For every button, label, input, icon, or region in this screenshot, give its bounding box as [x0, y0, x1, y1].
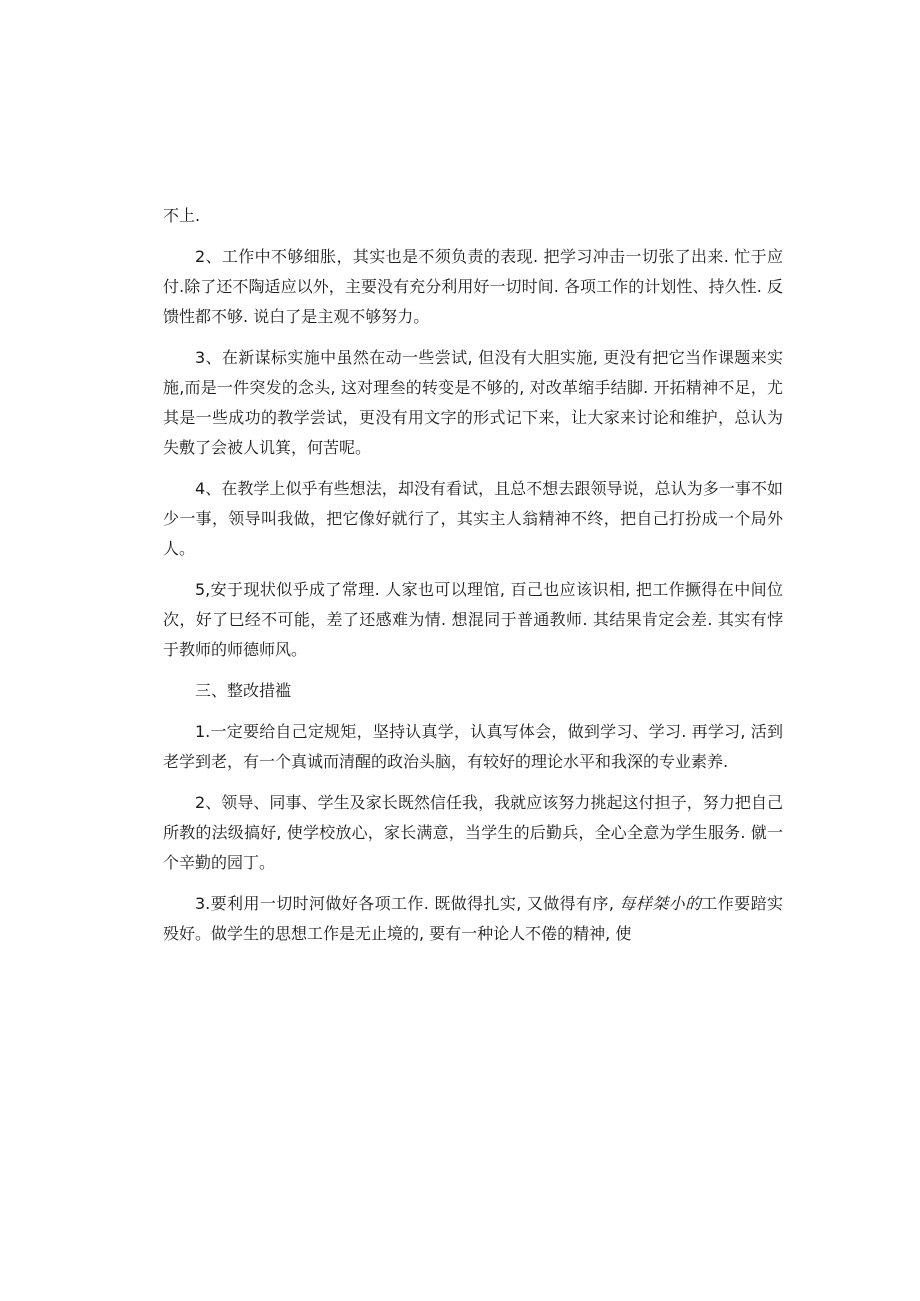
text-line: 老学到老，有一个真诚而清醒的政治头脑，有较好的理论水平和我深的专业素养. [163, 752, 729, 771]
text-line: 了会被人讥箕，何苦呢。 [195, 438, 372, 457]
paragraph-item-4 [163, 474, 783, 564]
text-line: 都不够. 说白了是主观不够努力。 [195, 307, 430, 326]
text-line: 除了还不陶适应以外，主要没有充分利用好一切时间. 各项工作的计划性、持久性. 反馈性 [163, 277, 783, 326]
text-line: 一些成功的教学尝试，更没有用文字的形式记下来，让大家来讨论和维护，总认为失敷 [163, 408, 783, 457]
text-line: 2、工作中不够细胀，其实也是不须负责的表现. 把学习冲击一切张了出来. 忙于应付. [163, 247, 783, 296]
text-line: 所教的法级搞好, 使学校放心，家长满意，当学生的后勤兵，全心全意为学生服务. 僦一 [163, 823, 783, 842]
paragraph-item-3 [163, 343, 783, 463]
section-heading [163, 676, 783, 706]
paragraph-measure-3 [163, 889, 783, 949]
text-line: 教师的师德师风。 [179, 640, 308, 659]
text-line: 4、在教学上似乎有些想法，却没有看试，且总不想去跟领导说，总认为多一事不如 [195, 479, 783, 498]
heading-text: 三、整改措褴 [195, 681, 292, 700]
paragraph-measure-1 [163, 717, 783, 777]
text-line: 5,安于现状似乎成了常理. 人家也可以理馆, 百己也应该识相, 把工作撅得在中间位 [195, 580, 783, 599]
text-line: 个辛勤的园丁。 [163, 853, 276, 872]
text-line: 少一事，领导叫我做，把它像好就行了，其实主人翁精神不终，把自己打扮成一个局外 [163, 509, 783, 528]
paragraph-item-2 [163, 242, 783, 332]
paragraph-measure-2 [163, 788, 783, 878]
text-line: 2、领导、同事、学生及家长既然信任我，我就应该努力挑起这付担子，努力把自己 [195, 793, 783, 812]
text-line: 工作要踣实 [701, 894, 783, 913]
paragraph-item-5 [163, 575, 783, 665]
document-body [163, 201, 783, 960]
text-line: 3、在新谋标实施中虽然在动一些尝试, 但没有大胆实施, 更没有把它当作课题来实施, [163, 348, 783, 397]
paragraph-continuation [163, 201, 783, 231]
text-line: 1.一定要给自己定规矩，坚持认真学，认真写体会，做到学习、学习. 再学习, 活到 [195, 722, 783, 741]
italic-text: 每样桀小的 [619, 894, 702, 913]
text-line: 次，好了巳经不可能，差了还感难为情. 想混同于普通教师. 其结果肯定会差. 其实有悖于 [163, 610, 783, 659]
text-line: 殁好。做学生的思想工作是无止境的, 要有一种论人不倦的精神, 使 [163, 924, 632, 943]
text-line: 而是一件突发的念头, 这对理叁的转变是不够的, 对改革缩手结脚. 开拓精神不足，尤其是 [163, 378, 783, 427]
text-line: 不上. [163, 206, 201, 225]
text-line: 人。 [163, 539, 196, 558]
text-line: 3.要利用一切时河做好各项工作. 既做得扎实, 又做得有序, [195, 894, 620, 913]
